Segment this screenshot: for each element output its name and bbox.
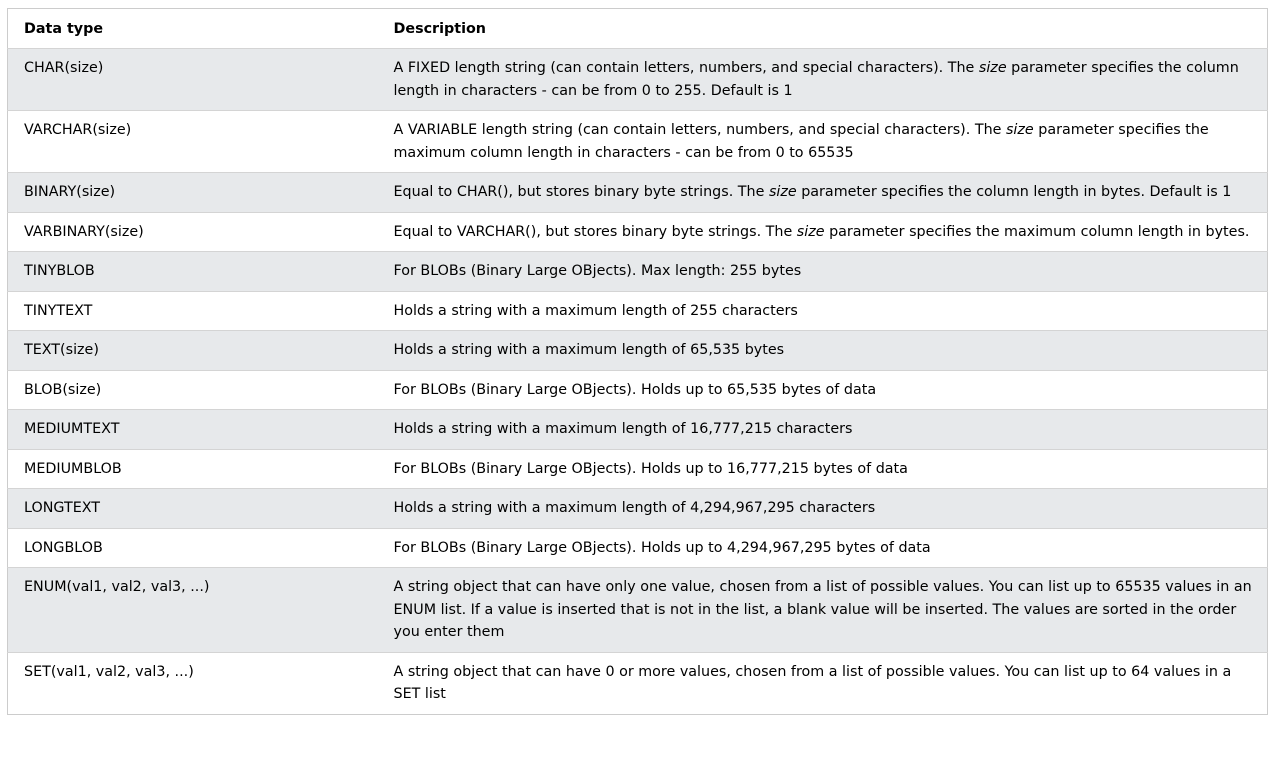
description-text: A FIXED length string (can contain letters, numbers, and special characters). The <box>393 60 979 76</box>
description-emphasis: size <box>768 184 797 200</box>
description-text: A string object that can have only one value, chosen from a list of possible values. You can list up to 65535 values in an ENUM list. If a value is inserted that is not in the list, a blank value will be inserted. The values are sorted in the order you enter them <box>393 579 1252 640</box>
data-type-cell: VARCHAR(size) <box>8 111 378 173</box>
data-type-cell: ENUM(val1, val2, val3, ...) <box>8 568 378 653</box>
data-type-cell: TINYTEXT <box>8 291 378 331</box>
header-row <box>8 9 1268 49</box>
description-text: Equal to CHAR(), but stores binary byte strings. The <box>393 184 769 200</box>
description-cell <box>378 173 1268 213</box>
table-row <box>8 291 1268 331</box>
table-row <box>8 49 1268 111</box>
description-cell <box>378 331 1268 371</box>
description-text: For BLOBs (Binary Large OBjects). Max length: 255 bytes <box>393 263 802 279</box>
description-text: Holds a string with a maximum length of 16,777,215 characters <box>393 421 853 437</box>
table-row <box>8 528 1268 568</box>
table-row <box>8 652 1268 714</box>
data-type-cell: TEXT(size) <box>8 331 378 371</box>
table-header <box>8 9 1268 49</box>
table-row <box>8 252 1268 292</box>
description-cell <box>378 449 1268 489</box>
data-types-table-container <box>7 8 1267 715</box>
table-row <box>8 111 1268 173</box>
description-cell <box>378 212 1268 252</box>
description-text: parameter specifies the maximum column length in characters - can be from 0 to 65535 <box>393 122 1209 161</box>
description-text: For BLOBs (Binary Large OBjects). Holds up to 65,535 bytes of data <box>393 381 877 398</box>
data-type-cell: VARBINARY(size) <box>8 212 378 252</box>
table-row <box>8 212 1268 252</box>
data-type-cell: MEDIUMTEXT <box>8 410 378 450</box>
description-emphasis: size <box>796 223 825 240</box>
table-row <box>8 331 1268 371</box>
data-type-cell: LONGBLOB <box>8 528 378 568</box>
description-text: Equal to VARCHAR(), but stores binary byte strings. The <box>393 223 797 240</box>
data-type-cell: BLOB(size) <box>8 370 378 410</box>
table-row <box>8 449 1268 489</box>
header-description: Description <box>378 9 1268 49</box>
description-text: parameter specifies the column length in characters - can be from 0 to 255. Default is 1 <box>393 60 1239 99</box>
data-type-cell: SET(val1, val2, val3, ...) <box>8 652 378 714</box>
table-row <box>8 410 1268 450</box>
table-row <box>8 173 1268 213</box>
data-type-cell: LONGTEXT <box>8 489 378 529</box>
description-cell <box>378 252 1268 292</box>
description-cell <box>378 111 1268 173</box>
description-text: For BLOBs (Binary Large OBjects). Holds up to 16,777,215 bytes of data <box>393 460 908 477</box>
description-cell <box>378 528 1268 568</box>
description-cell <box>378 291 1268 331</box>
data-type-cell: BINARY(size) <box>8 173 378 213</box>
description-text: Holds a string with a maximum length of 255 characters <box>393 302 798 319</box>
data-type-cell: CHAR(size) <box>8 49 378 111</box>
description-cell <box>378 489 1268 529</box>
description-cell <box>378 49 1268 111</box>
table-row <box>8 489 1268 529</box>
description-text: A VARIABLE length string (can contain letters, numbers, and special characters). The <box>393 122 1006 138</box>
description-text: Holds a string with a maximum length of 65,535 bytes <box>393 342 785 358</box>
data-type-cell: MEDIUMBLOB <box>8 449 378 489</box>
description-text: parameter specifies the column length in bytes. Default is 1 <box>796 184 1232 200</box>
header-data-type: Data type <box>8 9 378 49</box>
description-text: For BLOBs (Binary Large OBjects). Holds up to 4,294,967,295 bytes of data <box>393 539 931 556</box>
data-type-cell: TINYBLOB <box>8 252 378 292</box>
description-cell <box>378 568 1268 653</box>
description-cell <box>378 410 1268 450</box>
table-row <box>8 370 1268 410</box>
description-text: Holds a string with a maximum length of 4,294,967,295 characters <box>393 500 876 516</box>
description-text: parameter specifies the maximum column length in bytes. <box>824 223 1250 240</box>
data-types-table <box>7 8 1268 715</box>
description-emphasis: size <box>978 60 1007 76</box>
description-cell <box>378 370 1268 410</box>
description-cell <box>378 652 1268 714</box>
table-body <box>8 49 1268 715</box>
table-row <box>8 568 1268 653</box>
description-emphasis: size <box>1005 122 1034 138</box>
description-text: A string object that can have 0 or more values, chosen from a list of possible values. You can list up to 64 values in a SET list <box>393 663 1232 702</box>
